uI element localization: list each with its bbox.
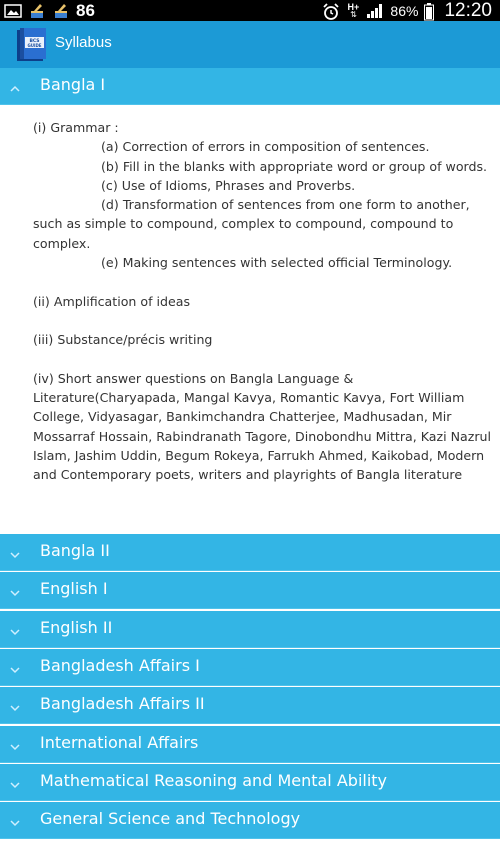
section-title: Bangla I (40, 75, 106, 94)
section-header-bangladesh-affairs-i[interactable] (0, 649, 500, 686)
chevron-down-icon (9, 584, 21, 596)
paragraph-gap (33, 272, 491, 291)
notification-count: 86 (76, 1, 95, 20)
section-title: English I (40, 579, 108, 599)
cleaner-notification-icon (28, 3, 46, 19)
paragraph-gap (33, 311, 491, 330)
section-header-mathematical-reasoning-and-mental-ability[interactable] (0, 764, 500, 801)
section-title: Mathematical Reasoning and Mental Ability (40, 770, 388, 790)
chevron-down-icon (9, 623, 21, 635)
syllabus-line: (iii) Substance/précis writing (33, 332, 213, 348)
syllabus-text (33, 118, 491, 485)
cleaner-notification-icon (52, 3, 70, 19)
syllabus-line: (c) Use of Idioms, Phrases and Proverbs. (101, 177, 356, 193)
syllabus-line: (e) Making sentences with selected official Terminology. (101, 255, 453, 271)
syllabus-line: (ii) Amplification of ideas (33, 293, 191, 309)
section-title: Bangla II (40, 541, 110, 560)
gallery-notification-icon (4, 3, 22, 19)
section-title: General Science and Technology (40, 809, 301, 829)
section-header-bangla-i[interactable] (0, 68, 500, 105)
chevron-down-icon (9, 661, 21, 673)
syllabus-line: (d) Transformation of sentences from one form to another, such as simple to compound, complex to compound, compound to complex. (33, 197, 470, 251)
svg-text:BCS: BCS (29, 39, 40, 44)
chevron-up-icon (9, 80, 21, 92)
syllabus-line: (i) Grammar : (33, 120, 119, 135)
section-title: English II (40, 617, 113, 637)
section-title: International Affairs (40, 732, 199, 752)
chevron-down-icon (9, 738, 21, 750)
section-header-international-affairs[interactable] (0, 726, 500, 763)
syllabus-line: (a) Correction of errors in composition of sentences. (101, 139, 430, 155)
battery-percent: 86% (390, 2, 419, 19)
status-bar (0, 0, 500, 21)
clock-time: 12:20 (444, 0, 492, 21)
section-title: Bangladesh Affairs I (40, 655, 200, 675)
bcs-guide-book-icon[interactable] (14, 27, 48, 63)
section-header-bangla-ii[interactable] (0, 534, 500, 571)
syllabus-line: (b) Fill in the blanks with appropriate word or group of words. (101, 158, 488, 174)
svg-text:GUIDE: GUIDE (27, 43, 42, 48)
battery-icon (424, 3, 434, 19)
section-content-bangla-i (0, 106, 500, 534)
chevron-down-icon (9, 776, 21, 788)
section-header-english-ii[interactable] (0, 611, 500, 648)
section-title: Bangladesh Affairs II (40, 694, 205, 714)
signal-strength-icon (366, 3, 384, 19)
chevron-down-icon (9, 546, 21, 558)
action-bar-title: Syllabus (55, 34, 112, 51)
syllabus-line: (iv) Short answer questions on Bangla Language & Literature(Charyapada, Mangal Kavya, Romantic Kavya, Fort William College, Vidyasagar, Bankimchandra Chatterjee, Madhusadan, Mir Mossarraf Hossain, Rabindranath Tagore, Dinobondhu Mittra, Kazi Nazrul Islam, Jashim Uddin, Begum Rokeya, Farrukh Ahmed, Kaikobad, Modern and Contemporary poets, writers and playrights of Bangla literature (33, 370, 491, 483)
chevron-down-icon (9, 699, 21, 711)
network-type-icon: H+ ⇅ (347, 1, 360, 19)
paragraph-gap (33, 350, 491, 369)
chevron-down-icon (9, 814, 21, 826)
action-bar (0, 21, 500, 68)
section-header-bangladesh-affairs-ii[interactable] (0, 687, 500, 724)
alarm-icon (322, 3, 340, 19)
section-header-english-i[interactable] (0, 572, 500, 609)
section-header-general-science-and-technology[interactable] (0, 802, 500, 839)
